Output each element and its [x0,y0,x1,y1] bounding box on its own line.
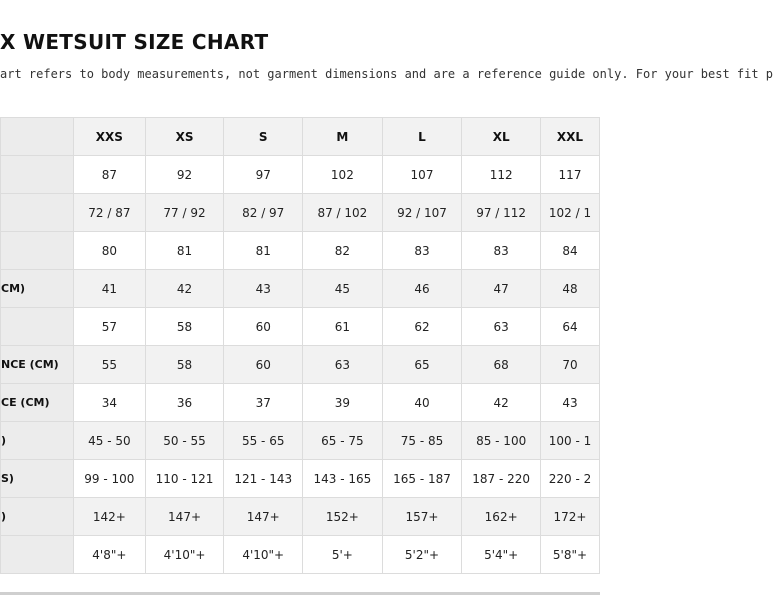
row-label [1,232,74,270]
table-cell: 83 [462,232,541,270]
table-cell: 62 [382,308,462,346]
table-cell: 87 [74,156,146,194]
table-cell: 99 - 100 [74,460,146,498]
table-cell: 68 [462,346,541,384]
table-cell: 60 [224,308,303,346]
table-cell: 82 / 97 [224,194,303,232]
table-cell: 45 [303,270,383,308]
table-cell: 5'2"+ [382,536,462,574]
row-label-text: CE (CM) [1,396,50,409]
table-cell: 85 - 100 [462,422,541,460]
table-row [1,460,600,498]
row-label [1,498,74,536]
bottom-divider [0,592,600,595]
table-cell: 48 [541,270,600,308]
size-header-m: M [303,118,383,156]
table-cell: 65 - 75 [303,422,383,460]
table-cell: 55 [74,346,146,384]
table-cell: 47 [462,270,541,308]
table-cell: 58 [145,308,224,346]
table-cell: 75 - 85 [382,422,462,460]
table-cell: 58 [145,346,224,384]
row-label-text: S) [1,472,14,485]
table-cell: 84 [541,232,600,270]
table-cell: 4'8"+ [74,536,146,574]
table-cell: 77 / 92 [145,194,224,232]
table-row [1,422,600,460]
table-cell: 4'10"+ [224,536,303,574]
table-cell: 46 [382,270,462,308]
table-cell: 92 [145,156,224,194]
table-cell: 82 [303,232,383,270]
table-cell: 165 - 187 [382,460,462,498]
size-header-xxl: XXL [541,118,600,156]
table-cell: 100 - 1 [541,422,600,460]
table-cell: 112 [462,156,541,194]
table-cell: 43 [224,270,303,308]
table-row [1,232,600,270]
table-cell: 72 / 87 [74,194,146,232]
table-row [1,346,600,384]
table-row [1,536,600,574]
table-cell: 37 [224,384,303,422]
row-label-text: ) [1,434,7,447]
table-cell: 63 [462,308,541,346]
table-cell: 5'4"+ [462,536,541,574]
row-label [1,460,74,498]
table-cell: 152+ [303,498,383,536]
row-label [1,270,74,308]
table-cell: 55 - 65 [224,422,303,460]
row-label [1,384,74,422]
table-cell: 39 [303,384,383,422]
page-title: X WETSUIT SIZE CHART [0,30,269,54]
table-cell: 117 [541,156,600,194]
table-row [1,498,600,536]
table-cell: 102 / 1 [541,194,600,232]
size-header-xs: XS [145,118,224,156]
table-cell: 187 - 220 [462,460,541,498]
row-label [1,536,74,574]
table-body [1,156,600,574]
table-cell: 142+ [74,498,146,536]
row-label-text: NCE (CM) [1,358,59,371]
row-label-text: ) [1,510,7,523]
table-cell: 172+ [541,498,600,536]
table-cell: 157+ [382,498,462,536]
table-cell: 36 [145,384,224,422]
size-header-xl: XL [462,118,541,156]
table-cell: 97 / 112 [462,194,541,232]
header-corner-cell [1,118,74,156]
row-label [1,156,74,194]
row-label [1,194,74,232]
table-cell: 107 [382,156,462,194]
table-cell: 40 [382,384,462,422]
table-cell: 97 [224,156,303,194]
table-row [1,156,600,194]
table-cell: 57 [74,308,146,346]
table-row [1,270,600,308]
size-header-l: L [382,118,462,156]
table-cell: 147+ [224,498,303,536]
table-cell: 34 [74,384,146,422]
table-row [1,194,600,232]
page-subtitle: art refers to body measurements, not garment dimensions and are a reference guide only. For your best fit p [0,67,773,81]
table-cell: 110 - 121 [145,460,224,498]
table-cell: 81 [145,232,224,270]
table-cell: 121 - 143 [224,460,303,498]
table-cell: 102 [303,156,383,194]
size-header-xxs: XXS [74,118,146,156]
table-cell: 43 [541,384,600,422]
table-header-row [1,118,600,156]
table-cell: 147+ [145,498,224,536]
row-label [1,308,74,346]
table-cell: 42 [145,270,224,308]
table-cell: 83 [382,232,462,270]
table-cell: 64 [541,308,600,346]
table-cell: 42 [462,384,541,422]
table-cell: 50 - 55 [145,422,224,460]
table-cell: 220 - 2 [541,460,600,498]
row-label [1,422,74,460]
table-cell: 45 - 50 [74,422,146,460]
row-label [1,346,74,384]
table-cell: 143 - 165 [303,460,383,498]
size-chart-table [0,117,600,574]
row-label-text: CM) [1,282,26,295]
table-cell: 70 [541,346,600,384]
table-row [1,384,600,422]
table-cell: 92 / 107 [382,194,462,232]
table-cell: 63 [303,346,383,384]
table-cell: 5'+ [303,536,383,574]
table-cell: 87 / 102 [303,194,383,232]
table-cell: 4'10"+ [145,536,224,574]
table-cell: 41 [74,270,146,308]
table-cell: 60 [224,346,303,384]
table-cell: 5'8"+ [541,536,600,574]
table-cell: 81 [224,232,303,270]
table-cell: 162+ [462,498,541,536]
table-cell: 80 [74,232,146,270]
size-header-s: S [224,118,303,156]
table-row [1,308,600,346]
table-cell: 65 [382,346,462,384]
table-cell: 61 [303,308,383,346]
